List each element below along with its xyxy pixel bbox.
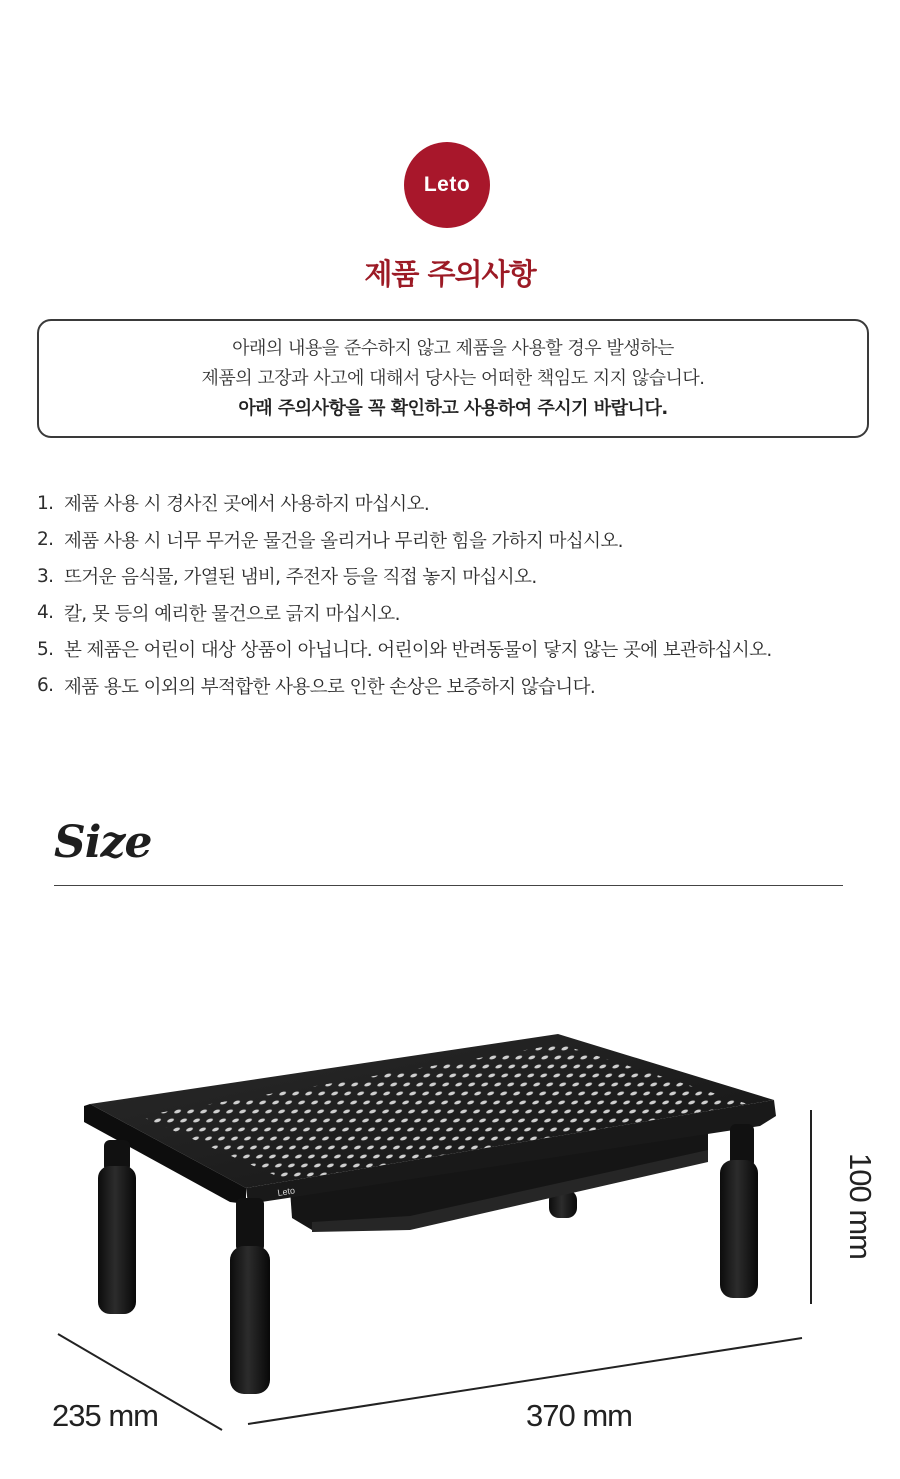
height-label: 100 mm	[843, 1153, 878, 1259]
caution-text: 제품 사용 시 너무 무거운 물건을 올리거나 무리한 힘을 가하지 마십시오.	[64, 530, 623, 552]
caution-number: 2.	[37, 529, 54, 551]
caution-number: 4.	[37, 602, 54, 624]
depth-label: 235 mm	[52, 1398, 158, 1433]
caution-text: 뜨거운 음식물, 가열된 냄비, 주전자 등을 직접 놓지 마십시오.	[64, 567, 537, 589]
leg-front-right	[720, 1160, 758, 1298]
caution-item	[37, 668, 877, 705]
leg-front-center	[230, 1246, 270, 1394]
caution-number: 1.	[37, 492, 54, 514]
leto-logo	[404, 142, 490, 228]
width-label: 370 mm	[526, 1398, 632, 1433]
size-title: Size	[54, 817, 152, 868]
notice-box	[37, 319, 869, 438]
leg-front-left	[98, 1166, 136, 1314]
notice-line-emphasis: 아래 주의사항을 꼭 확인하고 사용하여 주시기 바랍니다.	[238, 397, 668, 419]
caution-item	[37, 485, 877, 522]
caution-list	[37, 485, 877, 704]
caution-item	[37, 522, 877, 559]
caution-text: 칼, 못 등의 예리한 물건으로 긁지 마십시오.	[64, 603, 400, 625]
caution-text: 제품 용도 이외의 부적합한 사용으로 인한 손상은 보증하지 않습니다.	[64, 676, 596, 698]
notice-line: 제품의 고장과 사고에 대해서 당사는 어떠한 책임도 지지 않습니다.	[201, 367, 705, 389]
notice-line: 아래의 내용을 준수하지 않고 제품을 사용할 경우 발생하는	[232, 337, 674, 359]
caution-number: 5.	[37, 638, 54, 660]
caution-item	[37, 595, 877, 632]
width-dimension-line	[248, 1338, 802, 1424]
caution-text: 본 제품은 어린이 대상 상품이 아닙니다. 어린이와 반려동물이 닿지 않는 곳에 보관하십시오.	[64, 640, 772, 662]
caution-number: 6.	[37, 675, 54, 697]
caution-title: 제품 주의사항	[364, 257, 536, 291]
caution-text: 제품 사용 시 경사진 곳에서 사용하지 마십시오.	[64, 494, 430, 516]
caution-item	[37, 631, 877, 668]
stand-brand-mark: Leto	[276, 1185, 296, 1198]
logo-text: Leto	[423, 173, 471, 196]
caution-number: 3.	[37, 565, 54, 587]
caution-item	[37, 558, 877, 595]
size-divider	[54, 885, 843, 886]
